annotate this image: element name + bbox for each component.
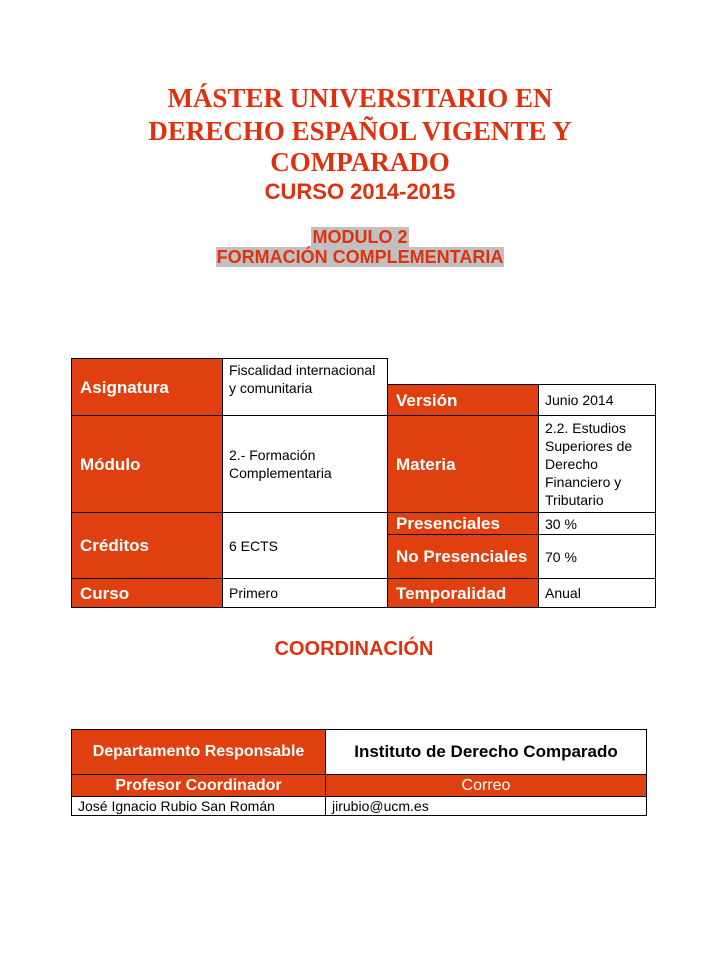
materia-value: 2.2. Estudios Superiores de Derecho Financiero y Tributario <box>538 415 656 513</box>
no-presenciales-value: 70 % <box>538 534 656 579</box>
curso-value: Primero <box>222 578 388 608</box>
temporalidad-label: Temporalidad <box>387 578 539 608</box>
asignatura-label: Asignatura <box>71 358 223 416</box>
no-presenciales-label: No Presenciales <box>387 534 539 579</box>
departamento-value: Instituto de Derecho Comparado <box>325 729 647 775</box>
version-label: Versión <box>387 384 539 416</box>
departamento-label: Departamento Responsable <box>71 729 326 775</box>
profesor-label: Profesor Coordinador <box>71 774 326 797</box>
module-number: MODULO 2 <box>312 227 408 247</box>
title-line-3: COMPARADO <box>270 147 450 177</box>
course-year: CURSO 2014-2015 <box>264 179 456 204</box>
title-line-1: MÁSTER UNIVERSITARIO EN <box>167 83 553 113</box>
module-name: FORMACIÓN COMPLEMENTARIA <box>216 247 504 267</box>
presenciales-value: 30 % <box>538 512 656 535</box>
creditos-value: 6 ECTS <box>222 512 388 579</box>
creditos-label: Créditos <box>71 512 223 579</box>
correo-label: Correo <box>325 774 647 797</box>
version-value: Junio 2014 <box>538 384 656 416</box>
modulo-label: Módulo <box>71 415 223 513</box>
profesor-value: José Ignacio Rubio San Román <box>71 796 326 816</box>
title-line-2: DERECHO ESPAÑOL VIGENTE Y <box>148 116 572 146</box>
correo-value[interactable]: jirubio@ucm.es <box>325 796 647 816</box>
curso-label: Curso <box>71 578 223 608</box>
asignatura-value: Fiscalidad internacional y comunitaria <box>222 358 388 416</box>
modulo-value: 2.- Formación Complementaria <box>222 415 388 513</box>
coordinacion-heading: COORDINACIÓN <box>274 638 434 660</box>
materia-label: Materia <box>387 415 539 513</box>
temporalidad-value: Anual <box>538 578 656 608</box>
presenciales-label: Presenciales <box>387 512 539 535</box>
